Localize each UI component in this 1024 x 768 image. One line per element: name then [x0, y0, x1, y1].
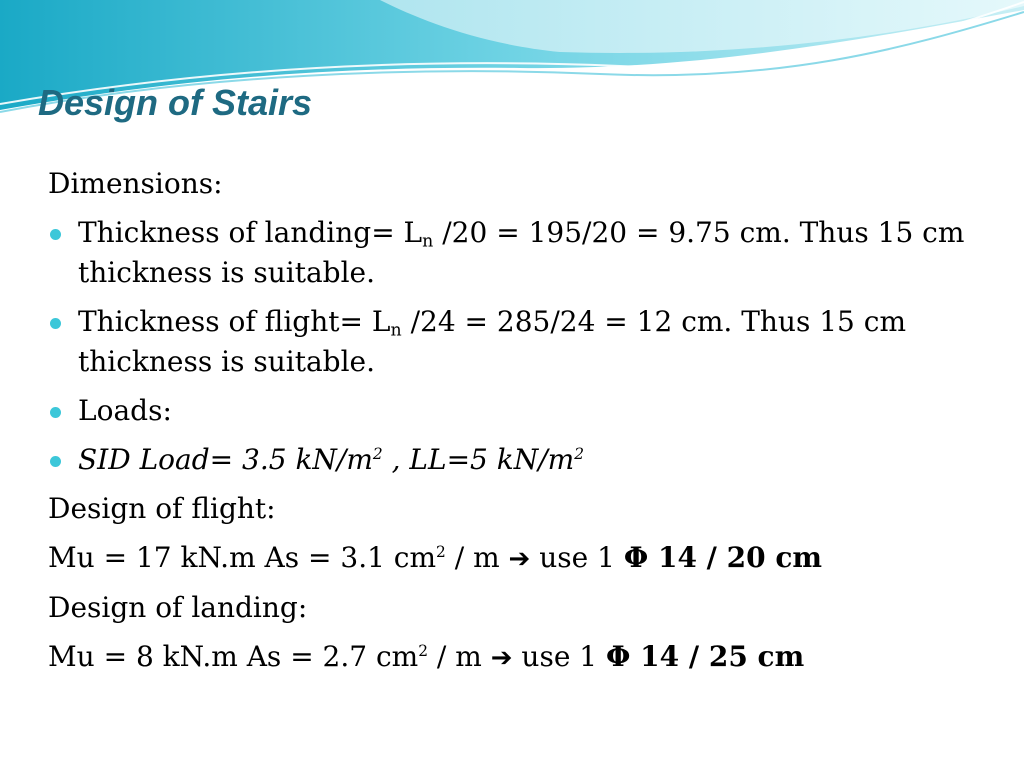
live-load-text: LL=5 kN/m [409, 443, 575, 476]
flight-thickness-text: Thickness of flight= L [78, 305, 391, 338]
slide-body [48, 164, 988, 687]
flight-bar-spec: Φ 14 / 20 cm [623, 541, 823, 574]
load-separator: , [382, 443, 410, 476]
arrow-right-icon: ➔ [508, 544, 531, 574]
landing-moment-text: Mu = 8 kN.m As = 2.7 cm [48, 640, 419, 673]
flight-design-equation [48, 538, 988, 579]
flight-use-text: use 1 [530, 541, 624, 574]
flight-moment-text: Mu = 17 kN.m As = 3.1 cm [48, 541, 437, 574]
flight-area-unit: / m [445, 541, 509, 574]
landing-design-heading: Design of landing: [48, 591, 308, 624]
sid-load-sup: 2 [372, 445, 383, 463]
arrow-right-icon: ➔ [490, 643, 513, 673]
slide-title: Design of Stairs [38, 82, 313, 123]
landing-thickness-text: Thickness of landing= L [78, 216, 423, 249]
flight-area-sup: 2 [436, 543, 446, 561]
flight-subscript: n [390, 320, 402, 341]
landing-area-sup: 2 [418, 642, 429, 660]
live-load-sup: 2 [574, 445, 585, 463]
landing-thickness-item [48, 213, 988, 293]
flight-thickness-item [48, 302, 988, 382]
loads-item: Loads: [48, 391, 988, 431]
landing-thickness-calc: /20 = 195/20 = 9.75 cm. Thus 15 cm thickness is suitable. [78, 216, 965, 289]
landing-area-unit: / m [428, 640, 491, 673]
landing-subscript: n [422, 231, 434, 252]
dimensions-heading: Dimensions: [48, 167, 223, 200]
load-values-item [48, 440, 988, 480]
landing-bar-spec: Φ 14 / 25 cm [606, 640, 805, 673]
flight-design-heading: Design of flight: [48, 492, 276, 525]
landing-use-text: use 1 [512, 640, 607, 673]
flight-thickness-calc: /24 = 285/24 = 12 cm. Thus 15 cm thickness is suitable. [78, 305, 906, 378]
sid-load-text: SID Load= 3.5 kN/m [78, 443, 373, 476]
landing-design-equation [48, 637, 988, 678]
